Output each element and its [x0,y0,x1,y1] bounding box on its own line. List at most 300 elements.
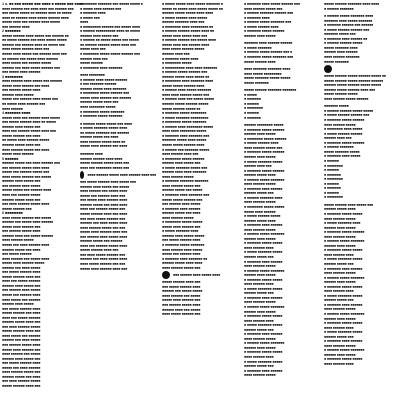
text-line: ■ ■■■■■■ [324,190,339,195]
text-line: ■■■■ ■■■■■■ ■■■■■ ■■■ [244,6,283,11]
text-line: ■■■■ ■■ ■■■■■■ ■■■■ ■■■■■ ■■■■■■ ■■■■ [2,15,69,20]
text-line: ■■■■ ■■■■■■ ■■■■■ [244,336,276,341]
text-line: ■■■■■■ ■■■■■■ ■■■■ ■■■■ [80,156,123,161]
text-line: ■■■■ ■■■■■■ ■■■■■ [324,343,356,348]
text-line: ■ ■■■■■■■ ■■■■ ■■■■■■ [244,259,283,264]
text-line: ■■■■ ■■■■■■ ■■■■ [324,325,354,330]
text-line: ■■■■ ■■■■■■ ■■■■■ [244,300,276,305]
text-line: ■ ■■■■■■■ ■■■■■ ■■■■■■■■ [162,111,207,116]
text-line: ■■■■■■ ■■■■■ ■■■ [324,298,354,303]
text-line: ■ ■■■■■ ■■■■■■■ ■■■■■■■■■ [162,115,209,120]
text-line: ■ ■■■■■■■ ■■■■ ■■■■■■ [244,223,283,228]
text-line: ■■■ ■■■■■ ■■■■■■ ■■■■ ■■■■■ ■■■ [80,180,136,185]
text-line: ■■■■ ■■■■■ ■■■■■■ ■■■ ■■■ [80,261,126,266]
text-line: ■ ■■■■■■ ■■■■■ ■■■■■■■ [244,305,285,309]
text-line: ■■■■ ■■■■ ■■■■■■■■ ■■■■■ [162,129,207,134]
text-line: ■ ■■■■■■■ ■■■■■■■ ■■■ ■■■■■ ■■■■■ ■ [80,2,143,6]
text-line: ■■■■ ■■■■■■ ■■■■■ ■■■ [162,265,201,270]
text-line: ■ ■■■■■ ■■■■■■■ ■■■■■ [244,250,283,255]
text-line: ■■■■■ ■■■■■■ ■■■■■■■ ■■■■■■■ [244,88,297,93]
text-line: ■■■■ ■■■ ■■■■■■ ■■■■■ ■■■■ [80,243,128,248]
text-line: ■ ■■■■■ ■■■■■■■ ■■■■■ [244,359,283,364]
text-line: 5 ■■■■■■ [2,156,19,161]
text-line: ■■■■■ ■■■■■ ■■■■■■ ■■■ [162,197,203,202]
text-line: ■■■■ ■■■■■ ■■■ ■■■■■■ [2,333,41,338]
text-line: ■■ ■■■■■ ■■■■ ■■■■■■ ■■■ [2,102,46,107]
text-line: ■■■■ ■■■ ■■■■■■■■ ■■■■■ ■■■ [80,165,130,170]
text-line: ■■■■■ ■■■ ■■■■■■ ■■■■ [162,252,201,257]
text-line: ■■■■ ■■■■■■ ■■■■ [324,252,354,257]
text-line: ■■■■ ■■■■■■ ■■■■■ ■■■ ■■■ [80,225,126,230]
text-line: ■ ■■■■■■ ■■■■■ ■■■■■■■ [324,275,365,280]
text-line: ■ ■■■■■■■ ■■■■■ ■■■■ [162,56,199,61]
text-line: ■ ■■■■■■■ ■■■■ ■■■■■■ [244,368,283,373]
text-line: 3 ■■■■■■■■ [2,74,23,79]
text-line: ■■■■■ ■■■■ ■■■■■■ [244,209,276,214]
text-line: ■■■■ ■■■ ■■■■■■ ■■■■■ ■■■ [80,207,126,212]
text-line: ■ ■■■■■ ■■■■■■■ ■■■■■ [324,257,363,262]
text-line: ■ ■■■■■■ ■■■■ ■■■■■ ■■■■■■■ [162,88,212,93]
text-line: ■■■■■■■ ■■■■■ ■■■■ ■■■■■ [162,138,207,143]
text-line: ■■■■■■ ■■■■■ ■■■ ■■■■ [80,135,119,140]
text-line: ■ ■■■■■■■ [244,115,261,120]
text-line: ■ ■■■■■■ ■■■■■ ■■■■■■■ [324,312,365,316]
text-line: ■■■■■ ■■■■■■ ■■■ [2,206,32,211]
text-line: ■■■■■■ ■■■ ■■■■■■ ■■■■ ■■ ■■■■■ ■■■ [2,42,65,47]
text-line: ■ ■■■■■■■■ ■■■■■ ■■■■■■ ■■■ [80,91,130,96]
text-line: ■■■■■■ ■■■■■■■ ■■■■ ■■■ [162,20,205,25]
text-line: ■■■■■■ ■■■■ ■■■■■ [324,280,356,285]
text-line: ■■■■■■ ■■■ ■■■■ ■■■■■ [2,338,41,343]
text-line: ■ ■■■■■■■■ [324,163,343,168]
text-line: ■ ■■■■■■ ■■■■■ ■■■■■■ ■■■ [162,70,208,75]
text-line: ■ ■■■■■■ ■■ ■■■■■ ■■■■■ ■■■ ■■■■■ [80,38,139,43]
text-line: ■ ■■■■■ ■■■■■■■ ■■■■■ [324,330,363,335]
text-line: ■ ■■■■■■ ■■■■■ ■■■■■■■ [244,268,285,273]
text-line: ■■■■■■ ■■■■ ■■■■■ [324,243,356,248]
text-line: ■ ■■■■■■ ■■■■■■■ ■■■■ [244,195,283,200]
text-line: ■ ■■■■■■■■ ■■■■ ■■■■■■■ [80,65,123,70]
text-line: ■■■■■ ■■■■■■■ ■■■■■ [324,149,360,154]
text-line: ■ ■■■■■■■ ■■■■ ■■■■■■ [324,266,363,271]
text-line: ■■■■■ ■■■■■■ ■■■■ ■■■ [162,280,201,285]
text-line: ■■■■■ ■■■■ ■■■■■■ [2,152,34,157]
text-line: ■ ■■■■■■■ ■■■■■ ■■■■■ [324,211,363,216]
text-line: ■■■■ ■■■■■■■■ ■■■■■ [80,105,116,110]
text-line: ■■■■■■ ■■■■ ■■■■■ [2,302,34,307]
text-line: ■■■■ ■■■■■■ ■■■■■ ■■■ [244,145,283,150]
text-line: ■■■■■ ■■■■ ■■■ [80,47,106,52]
text-line: ■■■■■■ ■■■■ ■■■■■ [244,33,276,38]
text-line: ■■■■■ ■■■ ■■■■■■ ■■■■ [2,293,41,297]
text-line: ■■■■ ■■■■■■ ■■■■ [244,282,274,287]
text-line: ■■■ ■■■■■■ ■■■■ ■■■■■ [2,183,41,188]
text-line: ■■■ ■■■■■■ ■■■■■ ■■■■ [2,343,41,348]
text-line: ■■■■■ ■■■■■■ ■■■ ■■■■ [2,311,41,316]
text-line: ■■■■■ ■■■■■■ ■■■■■ ■■■■■■ ■■■■■■ [324,78,383,83]
text-line: ■■■■■■ ■■■■ ■■■■■ ■■■■■ [162,233,205,238]
text-line: ■ ■■■■■■ [244,111,259,116]
text-line: ■■■■ ■■■■■■ ■■■■■ ■■■ ■■■■ [2,147,50,152]
text-line: ■ ■■■■■■ ■■■■■■■ ■■■■■■ ■■■ [244,11,294,16]
text-line: ■■■■■ ■■■■■■ ■■■■■ ■■■■ ■■■ [80,161,130,166]
text-line: ■■■■ ■■■■■■ ■■■■■ ■■■ [2,370,41,375]
text-line: ■■ ■■■■■ ■■■■■■■ ■■■ ■■■■■■ [80,130,130,135]
section-marker-row [162,270,238,280]
text-line: ■■■■■ ■■■■ ■■■■■■ ■■■■ ■■■ [80,230,128,235]
text-line: ■■■■■ ■■■■ ■■■ ■■■■■■ ■■■■ ■■■■■ [2,115,60,120]
text-line: ■■■■■■ ■■■■■ ■■■ [244,327,274,332]
text-line: ■ ■■■■■■ ■■■■ ■■■ ■■■■■ ■■■■■ [162,97,214,102]
text-line: ■■■■■■ ■■■■ ■■■■■■ [324,50,358,55]
text-line: ■■■■ ■■■■■ ■■■■■■ ■■■■ ■■■ [2,47,50,52]
text-line: ■■■■ ■■■ ■■■■■■ ■■■■■ ■■■■ ■■■ [2,129,56,134]
text-line: ■■■■ ■■■■■■ ■■■■■ ■■■■ ■■ [80,139,126,144]
text-line: ■■■■■■ ■■■■ ■■■ [244,164,272,169]
text-line: ■■■■■ ■■■ ■■■■■■ ■■■■■ ■■■ [2,170,50,175]
text-line: ■■■■ ■■■■■■ ■■■■■ [244,227,276,232]
text-line: ■ ■■■■■■■■ ■■■■■ ■■■■■■■ [80,109,125,114]
text-line: ■■■■■■ ■■■■■ ■■■ ■■■■ ■■■■ [80,202,128,207]
text-line: ■■■ ■■■■■■ ■■■■ ■■■■■ ■■■■ [80,234,128,239]
text-line: ■■■■■ ■■■■ ■■■■■■ ■■■ [162,224,201,229]
text-line: ■■■■■■ ■■■■ ■■■■■ ■■■ [162,161,201,166]
text-line: ■■■ ■■■■■ ■■■■ ■■■■■■ [2,70,41,75]
text-line: 4 ■■■■■■■ ■■■■ [2,111,31,116]
text-line: ■ ■■■■■■■■ [244,106,263,111]
text-line: ■ ■■■■■■■ ■■■■■ ■■■■■■ [244,150,285,155]
text-line: ■ ■■■ ■■■■■■■ ■■■■■■ [80,82,117,87]
text-line: ■■■■■■ ■■■■■ ■■■■■■ ■■■■■ ■■■■■ [324,83,381,88]
text-line: ■■■■■ ■■■■ ■■■■■■ ■■■ ■■■■ [80,144,128,149]
text-line: ■■■ ■■■■ ■■■■■■ ■■■■■ [2,379,41,384]
text-line: ■ ■■■■■ ■■■■■■ ■■■■■■ ■■■ [324,113,370,118]
text-line: ■■■■ ■■■■■■ ■■■■■ [324,216,356,221]
text-line: ■ ■■■■■■ ■■■■■ ■■■■■■■ ■■■ [244,20,292,25]
text-line: ■■■■ ■■■■■■ ■■■■■ ■■■ [162,183,201,188]
text-line: ■■■■■ ■■■■ ■■■■■■ ■■■ ■■■■ [2,83,50,88]
text-line: ■■■ ■■■■ ■■■■■■ ■■■■■ [2,324,41,329]
text-line: ■■■■■■ ■■■■■ ■■■ ■■■■■ [162,188,203,193]
text-line: ■■■■ ■■■■■■ ■■■■■ [244,373,276,378]
text-line: ■ ■■■■■■■ ■■■■■ ■■■■■ [244,314,283,319]
text-line: ■■■■ ■■■■■■ ■■■■■ [324,122,356,127]
text-line: ■■■■ ■■■■■ ■■■ ■■■■■■ [2,297,41,302]
text-line: ■■■■ ■■■■■ ■■■■■■ ■■■■■ [162,47,205,52]
text-line: ■■■■ ■■■■■■ ■■■■■■■ [324,55,360,60]
text-line: ■■■■■ ■■■ ■■■■■■ ■■■■ ■■■■■ ■■■ [2,97,58,102]
text-line: ■■■■■ ■■■ ■■■■ ■■■■■■ [2,365,41,370]
text-line: ■■■■■ ■■■■■■ ■■■ ■■■■ [2,133,41,138]
text-line: ■ ■■■■■■■ ■■■■ ■■■■■■■ ■■■ [162,133,210,138]
section-marker-icon [80,171,84,179]
text-line: ■■■■■■ ■■■■ ■■■■■ ■■■ [80,33,119,38]
text-line: ■■■■ ■■■■■■ ■■■■■ [244,200,276,205]
text-line: ■■■■■■ ■■■■■ ■■■■ [244,218,276,223]
text-line: ■■■■■■ ■■■■ ■■■■■ [244,132,276,137]
text-line: ■■■■■ ■■■■ ■■■■■■ ■■■ [2,347,41,352]
text-line: ■■■■ ■■■■ ■■■■■■ ■■■■■ ■■■ [162,92,210,97]
text-line: ■ ■■■■■■ ■■■■■ ■■■■■■■ [244,341,285,346]
text-line: ■■■■ ■■■■■■ [2,106,23,111]
text-line: ■■■ ■■■■■■ ■■■■ ■■■■■ [162,202,201,207]
text-line: ■■■■■■ ■■■■■ ■■■■ ■■■■■ ■■ [162,74,210,79]
text-line: ■■■■■ ■■■■■■ ■■■■ ■■■ [2,274,41,279]
text-line: ■ ■■■■■■■ ■■■■ ■■■■■ ■■■■■■ ■■■ [244,2,300,6]
text-line: ■ ■■■■■■■ ■■■■ [80,11,106,16]
section-marker-row [80,170,156,180]
text-line: ■ ■■■■■ ■■■■■■ ■■■■ [244,141,279,146]
text-line: ■■■■■■ ■■■ ■■■■■ ■■■■ ■■■■■■ [2,220,54,225]
text-line: ■■■ ■■■■■ ■■■■■■ ■■■■ [162,238,201,243]
text-line: ■■■■■■ ■■■■■ ■■■ ■■■■ ■■■■■■ ■■■ [2,161,60,166]
text-line: ■ ■■■■■■ [244,101,259,106]
text-line: ■■■ ■■■■■ ■■■■ ■■■■■■ ■■■■ [80,198,128,203]
text-line: ■■■ ■■■■■ ■■■■■■ ■■■■ [162,284,201,289]
text-line: ■■■■■ ■■■■■■ ■■■■ ■■■■■ ■■■ ■■■■■■ ■■ [2,33,69,38]
text-line: ■ ■■■■■■■ ■■■■ ■■■■■■ [244,186,283,191]
text-line: ■■■ ■■■■■■ ■■■■ ■■■■■ [2,288,41,293]
text-line: ■■■■■■ ■■■■■ ■■■■ ■■■ [2,142,41,147]
text-line: ■■■■ ■■■■■■ ■■■■■ [162,174,194,179]
text-line: ■■■■■■ ■■■■ ■■■■■ [244,309,276,314]
text-line: ■■■ ■■■■ ■■■■■ ■■■■■■ ■■■ [80,216,126,221]
text-line: ■■■■■ ■■■■■ ■■■ ■■■■■■ ■■■■ [2,188,52,193]
text-line: ■ ■■■■■■■ ■■■■ ■■■■■■ [324,302,363,307]
text-line: ■■■■■■ ■■■■ ■■■■■ ■■■ [2,124,41,129]
text-line: ■ ■■■■■ ■■■■■■■ ■■■■■ ■■■■ [80,126,128,131]
text-line: ■■■■ ■■■■■■■■ [80,73,105,78]
text-line: ■■■■■■ ■■■■ ■■■■■ ■■■ [2,179,41,184]
text-line: ■■■■ [80,20,88,25]
text-line: ■■■■■ ■■■■ ■■■■■ ■■■■ ■■■ [162,33,208,38]
text-line: ■ ■■■■■■ [324,181,339,186]
text-line: ■■■ ■■■■■■ ■■■■ ■■■■■ ■■■■ [173,272,221,277]
text-line: ■ ■■■■■■ ■■■■■ ■■■■■■■ [324,348,365,353]
text-line: ■ ■■■■■■■■ ■■■■ ■■■■■■■■■ ■■ [162,24,214,29]
text-line: ■■■■ ■■■■■■■ ■■■■■■■ ■■■■ [244,67,291,72]
text-line: ■■■■ ■■■■■■ ■■■ ■■■■■ [162,293,201,298]
text-line: ■ ■■■■■■■ ■■■■ [244,15,270,20]
text-line: ■ ■■■■■■■ ■■■■ ■■■■■■■ ■■ [162,256,208,261]
text-line: ■ ■■■■■ ■■■■■■ ■■■■■ [244,214,281,219]
text-line: ■ ■■■■■■ ■■■ ■■■■■■■ ■■■■■ [162,147,210,152]
text-line: ■■■■■■ ■■■■ ■■■■■ [244,345,276,350]
text-line: ■■■■■■■ ■■■■ [80,151,103,156]
text-line: ■■■■■ ■■■■■■ [80,61,103,66]
text-line: ■ ■■■■■ ■■■■■■■ ■■■■■ [244,323,283,328]
text-line: ■ ■■■■■■ ■■■■■■ ■■■ ■■■■■ ■■■■ [162,38,216,43]
text-line: ■■■■■ ■■■■ ■■■ ■■■■■■ ■■■■ ■■■■■ [2,20,60,25]
text-line: ■■■■■■ ■■■ ■■■■ ■■■■■ ■■■■ [80,257,128,262]
text-line: ■ ■■■■■■■ ■■■■■ ■■■■■■ [244,127,285,132]
text-line: ■■■■■■ ■■■■■ ■■■ ■■■■ [2,247,41,252]
text-line: ■■■■■■ ■■■■ ■■■ [80,56,108,61]
text-line: ■■■■■■ ■■■ ■■■■ ■■■■■ ■■■■ [80,221,128,226]
text-line: ■ ■■■■■■■ ■■■■■■■ ■■■■■■■ [162,179,209,184]
text-line: ■ ■■■■■■■ ■■■■■ ■■■■■■■ [162,242,205,247]
text-line: ■■■ ■■■■■■ ■■■■ [2,24,30,29]
text-line: ■■■■ ■■■■■■ ■■■■ [324,289,354,294]
text-line: ■ ■■■■■■■■ ■■■■■ ■■■■■ [244,204,285,209]
text-line: ■■■■ ■■■■■■ ■■■■■ [2,238,34,243]
text-line: ■■■■■■ ■■■■ ■■■ ■■■■■ [162,307,201,312]
text-line: ■ ■■■■■■ ■■■■■ ■■■■■■■ ■■■■ [324,14,374,19]
text-line: ■■■■■ ■■■ ■■■■■■ ■■■■ ■■■ [80,193,126,198]
text-line: ■■■■■■ ■■■■■ ■■■■ ■■■■ [162,261,203,266]
text-line: ■■■■ ■■■■■■ ■■■■■ [162,215,194,220]
text-line: ■ ■■■■■■■■■■ ■■■■ ■■■■ ■■■■■■■ [162,65,217,70]
text-line: ■■■■■■ ■■■ ■■■■ ■■■■■ ■■■■■■ ■■■ [2,65,60,70]
text-line: ■ ■■■■■■■ ■■■■ ■■■■■■ ■■ [324,36,368,41]
text-line: ■■■■■■ ■■■■ ■■■■■ [324,352,356,357]
section-marker-icon [162,271,170,279]
text-line: ■■■■■■ ■■■■ ■■■■■ [324,316,356,321]
text-line: ■■■■■ ■■■■ ■■■■■■ ■■■ [162,298,201,303]
text-line: ■■■■■ ■■■■■■ ■■■■■■■ ■■■■ ■■■■ [324,2,379,6]
text-line: ■■■■■ ■■■■■■ ■■■■■ ■■■■■■ ■■■■■ ■■ [324,74,386,79]
text-line: ■■■■■ ■■■■ ■■■■■■ ■■■■ ■■■ [80,266,128,271]
text-line: ■ ■■■■■■■ [324,172,341,177]
text-line: ■■ ■■■■■■ ■■■ ■■■■■ ■■■■ ■■■■■■ [2,56,58,61]
text-line: ■■■■ ■■■■■■ ■■■■ [324,362,354,367]
text-line: ■ ■■■■■■■ ■■■■■ ■■■■■■■ ■■■ [244,55,294,60]
text-line: ■■■■ ■■■■■ ■■■ ■■■■■■ ■■■■■ [2,61,52,66]
text-line: ■■ ■■■■■■ ■■■■■■ ■■■■■ ■■■■ ■■■ [80,42,136,47]
text-line: ■ ■■■■■■■■ ■■■■■ ■■■■■ [162,220,203,225]
text-line: ■ ■■■■■■■■ ■■■■ ■■■■■ [324,127,363,132]
text-line: ■ ■■■■■■ [324,158,339,163]
text-line: ■■■■ ■■■■■■ ■■■ ■■■■■ [2,352,41,357]
text-line: ■ ■■■■■ ■■■ [80,15,100,20]
text-line: ■■■■■ ■■■■■■■ ■■■■ [324,45,358,50]
text-line: ■ ■■■■■ ■■■■■■■ [244,45,272,50]
text-line: ■■■■■ ■■■ ■■■■ ■■■■■■ ■■■■ [2,242,50,247]
text-line: ■■■■■■ ■■■■ ■■■■■ ■■■ ■■■■■ [80,184,130,189]
text-line: ■■■■■■ ■■■■■ ■■■■ ■■■■■■■ [80,86,127,91]
text-line: 6 ■■■■■■■■ [2,211,23,216]
text-line: ■■■■■■ ■■■■ ■■■ [324,136,352,141]
text-line: ■■■■ ■■■■■■ ■■■■■ ■■■■ ■■■■■■ ■■■■ ■■■ [87,172,156,177]
text-line: ■■■■■■ ■■■■■ ■■■ ■■■■■■ [80,239,123,244]
text-line: ■■■ ■■■■■■ ■■■■■ ■■■■ [2,229,41,234]
text-line: ■■■ ■■■■ ■■■■■■ ■■■■■ ■■■■ [2,202,50,207]
text-line: ■■■■■ ■■■■■■■ ■■■■■ ■■■■■ [244,76,291,81]
text-line: ■■■■■■ ■■■■■ ■■■ [244,254,274,259]
text-line: ■ ■■■■■■■ [324,186,341,191]
text-line: ■■■■ ■■■■■■ ■■■■ ■■■■■ ■■■ ■■■■■■ [2,79,62,84]
text-line: ■ ■■■■■ ■■■■■■ ■■■■■■ ■■■ [324,27,370,32]
text-line: ■■■■■ ■■■■ ■■■■■ ■■■ ■■■■■■ ■■■■ ■■■ [2,52,67,57]
text-line: ■■■■■■ ■■■■ ■■■■■ [244,154,276,159]
text-line: ■■■ ■■■■■ ■■■■■■ ■■■■ [2,361,41,366]
text-line: ■■■■■■ ■■■■ ■■■■■ [244,236,276,241]
text-line: ■ ■■■■■■■ ■■■■■ ■■■■■■ [324,230,365,235]
text-line: ■■■■■ ■■■■ ■■■■■■ ■■■■■ [2,261,45,266]
text-line: ■ ■■■■■■ ■■■■ ■■■■■ ■■■■■■ [80,77,128,82]
text-line: 2 ■■■■■■■ [2,29,21,34]
text-column-2 [80,2,156,398]
text-line: ■■■■ ■■■ ■■■■■■ ■■■■■ [2,192,41,197]
text-line: ■■■■■ ■■■■■■ ■■■■ ■■■ [80,248,119,253]
text-line: ■■■■■ ■■■■■ ■■■■■■ ■■■■ [162,142,205,147]
text-line: ■ ■■■■■■■■ ■■■■■ ■■■■■■ [244,136,287,141]
text-line: ■ ■■■■■■■ ■■■■■ ■■■■■■ [324,140,365,145]
text-line: ■ ■■■■■■■ ■■■■■ ■■■■■ [324,321,363,326]
text-line: ■■■■■■ ■■■■ ■■■■■ ■■■ [2,283,41,288]
text-line: ■ ■■■■■■■■ ■■■■ ■■■■■■■ ■■■■ [162,79,214,84]
text-line: ■■■■ ■■■ ■■■■■ ■■■■■■ [2,279,41,284]
text-line: ■■■■ ■■■■■■ ■■■■■ [324,307,356,312]
text-line: ■ ■■■■■■■ ■■■■■ ■■■■■ [324,284,363,289]
text-line: 1 a. ■■ ■■■ ■■■■■ ■■■ ■■■■ ■ ■■■■■ ■■■ ■■■■ [2,2,84,6]
text-line: ■■■■■ ■■■■■■■ [324,59,349,64]
text-line: ■■■■■ ■■■■ ■■■■■■ ■■■ [2,224,41,229]
text-line: ■ ■■■■■■■ ■■■■■ ■■■■■■■ [80,114,123,119]
text-line: ■■■■■■ ■■■■■ ■■■■ ■■■ [80,100,119,105]
text-line: ■■■■■■ ■■■■■ ■■■■■■ ■■■■ ■■■ [324,87,376,92]
text-line: ■■■■■■ ■■■■ ■■■■ ■■■■■■■ [162,170,207,175]
text-line: ■■■■ ■■■■■ ■■■■■■ ■■■ ■■■■■ [2,174,52,179]
text-line: ■■■■■ ■■■■■■ ■■■■ ■■■ [2,329,41,334]
text-line: ■■■■■■ ■■■■■ ■■■ [244,291,274,296]
text-column-5 [324,2,398,398]
text-line: ■■■■■ ■■■■■■ ■■■■ [244,59,276,64]
text-line: ■■■ ■■■■ ■■■■■ ■■■■■■ ■■■ [80,252,126,257]
text-line: ■ ■■■■■ ■■■■■■■ ■■■■ [324,221,361,226]
text-line: ■■■■ ■■■■■■ ■■■■ [244,245,274,250]
text-line: ■■■■ ■■■■■■ ■■■■■ [244,182,276,187]
text-line: ■ ■■■■■ ■■■■■■ ■■■■ ■■■■■ [162,15,208,20]
text-column-4 [244,2,318,398]
text-line: ■■■■■ ■■■■■ ■■■■■■ ■■■■ [162,83,205,88]
text-line: ■ ■■■■■■■■■ ■■■■■■ ■■■ ■■■■■ ■■■■ [80,24,140,29]
text-column-3 [162,2,238,398]
text-line: ■■■■■■ ■■■■■ ■■■ ■■■■ [162,211,201,216]
text-line: ■■■■■■ ■■■■■ ■■■ ■■■■ [2,374,41,379]
text-line: ■■■■ ■■■■■■ ■■■ ■■■■■ ■■■■ [80,189,128,194]
text-line: ■■■■■ ■■■■ ■■■■■■ ■■■ ■■■■■■ [80,95,132,100]
text-line: ■ ■■■■■■■■ [324,177,343,182]
text-line: ■■■■■■ ■■■■ ■■■ ■■■■■ ■■■■■■ [2,233,54,238]
text-line: ■■■ ■■■■■ ■■■■■■ ■■■■ ■■ ■■■■■ [2,120,56,125]
text-line: ■■■■■ ■■■■■■ ■■■■ ■■■ ■■■■ [80,211,128,216]
text-line: ■ ■■■■■■■ ■■■■■ ■■■■■ [244,241,283,246]
text-line: ■ ■■■■■■ ■■■■■■ ■■■■■ ■■■■ ■■ [162,29,214,34]
text-line: ■■■■■■ ■■■■ ■■■■■ ■■■ [2,356,41,361]
text-line: ■■■■■■■ ■■■■ ■■■■■■ ■■■■■■ [244,41,293,46]
text-line: ■■■■■■ ■■■■■ ■■■ [324,334,354,339]
text-line: ■ ■■■■■■■■ [324,195,343,200]
text-line: ■ ■■■■■■■ ■■■■ ■■■■■■ [162,206,201,211]
text-line: ■■■■■■ ■■■■ ■■■■■ [2,92,34,97]
text-line: ■■■ ■■■■■ ■■■■■■ ■■■■ [2,270,41,275]
text-line: ■ ■■■■■■ ■■■■■ ■■■■■ ■■■ ■■■■ [80,121,132,126]
text-line: ■■■■ ■■■■■■ ■■■■ [244,355,274,360]
text-line: ■■■■■■ ■■■■■ ■■■■ ■■■ [2,197,41,202]
text-line: ■■■■■ ■■■■■■ ■■■■■ ■■ [162,106,201,111]
text-line: ■■■■■ ■■■■ ■■■ ■■■■■■ ■■■■ [162,42,210,47]
text-line: ■ ■■■■■ ■■■■■■■ ■■■■■ [324,293,363,298]
text-line: ■ ■■■■■■■ ■■■■ ■■■■■ [324,154,361,159]
text-line: ■ ■■■■■■■ ■■■■ ■■■■■■■ ■■■ [162,192,210,197]
text-line: ■■■ ■■■■■ ■■■■■■ [2,252,32,257]
text-line: ■ ■■■■■■■ ■■■■■■ ■■■ ■■■■■■ [324,23,374,28]
text-line: ■■■■ ■■■■■ ■■■■■■■■■ [244,71,282,76]
text-line: ■■■■ ■■■■■ ■■■■■■ ■■■ ■■■■■ [2,215,52,220]
text-line: ■■■■■■ ■■■■■ ■■■■■ ■■■■ ■■■■ [162,11,214,16]
text-line: ■■■ ■■■■■ ■■■■■ ■■ ■■■■■■ ■■■■ ■■ ■■■■■ [2,11,72,16]
